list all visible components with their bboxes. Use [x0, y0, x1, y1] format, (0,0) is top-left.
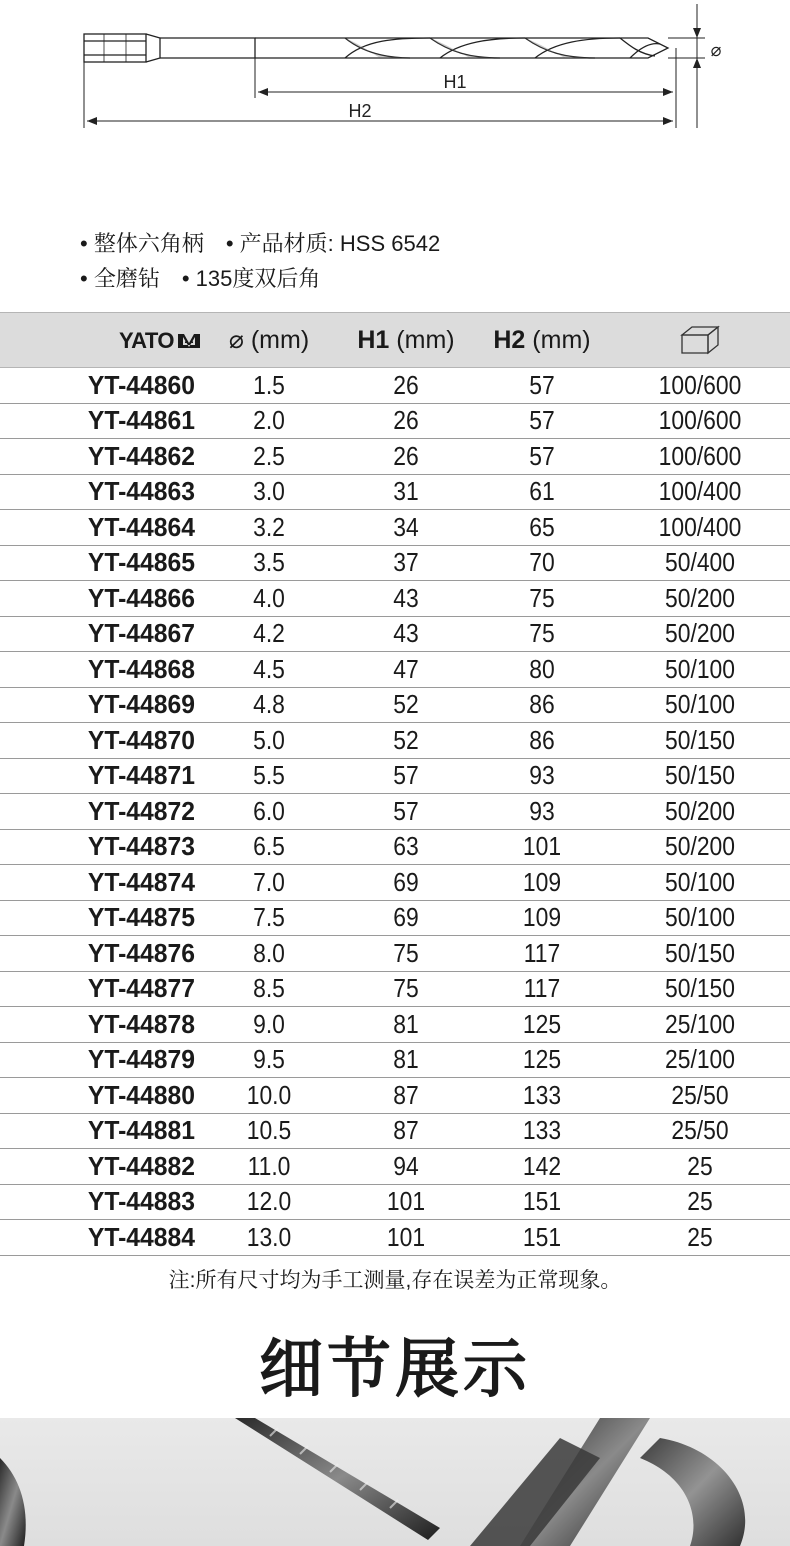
model-cell: YT-44867 [5, 616, 195, 652]
packaging-cell: 50/150 [621, 971, 779, 1007]
header-diameter [200, 313, 338, 368]
diameter-cell: 1.5 [208, 368, 329, 404]
h2-cell: 57 [482, 403, 602, 439]
feature-list [80, 226, 440, 296]
h2-cell: 117 [482, 971, 602, 1007]
hex-shank [84, 34, 146, 62]
table-row [0, 439, 790, 475]
diameter-cell: 9.0 [208, 1007, 329, 1043]
h1-cell: 34 [346, 510, 466, 546]
model-cell: YT-44862 [5, 439, 195, 475]
h2-cell: 57 [482, 439, 602, 475]
drill-bit-diagram [0, 0, 790, 190]
h1-cell: 101 [346, 1220, 466, 1256]
packaging-cell: 100/400 [621, 474, 779, 510]
h1-cell: 47 [346, 652, 466, 688]
diameter-symbol: ⌀ [710, 40, 722, 61]
table-row [0, 971, 790, 1007]
model-cell: YT-44864 [5, 510, 195, 546]
diameter-cell: 7.0 [208, 865, 329, 901]
h1-cell: 26 [346, 368, 466, 404]
diameter-cell: 4.2 [208, 616, 329, 652]
packaging-cell: 50/200 [621, 829, 779, 865]
model-cell: YT-44884 [5, 1220, 195, 1256]
h1-cell: 43 [346, 616, 466, 652]
h2-cell: 75 [482, 616, 602, 652]
h2-cell: 93 [482, 758, 602, 794]
h1-cell: 81 [346, 1007, 466, 1043]
packaging-cell: 100/600 [621, 368, 779, 404]
feature-row [80, 261, 440, 296]
h1-cell: 26 [346, 439, 466, 475]
diameter-cell: 11.0 [208, 1149, 329, 1185]
diameter-icon: ⌀ [228, 325, 244, 354]
table-row [0, 1220, 790, 1256]
table-row [0, 1184, 790, 1220]
packaging-cell: 50/150 [621, 936, 779, 972]
h1-cell: 75 [346, 936, 466, 972]
feature-row [80, 226, 440, 261]
table-row [0, 1113, 790, 1149]
diameter-cell: 10.0 [208, 1078, 329, 1114]
h1-cell: 94 [346, 1149, 466, 1185]
h2-cell: 142 [482, 1149, 602, 1185]
header-h2 [474, 313, 610, 368]
header-unit: (mm) [250, 326, 310, 354]
table-row [0, 829, 790, 865]
table-row [0, 1078, 790, 1114]
model-cell: YT-44876 [5, 936, 195, 972]
model-cell: YT-44872 [5, 794, 195, 830]
header-packaging [610, 313, 790, 368]
table-row [0, 758, 790, 794]
packaging-cell: 100/600 [621, 439, 779, 475]
diameter-cell: 5.0 [208, 723, 329, 759]
diameter-cell: 4.8 [208, 687, 329, 723]
h2-cell: 57 [482, 368, 602, 404]
table-header-row [0, 313, 790, 368]
drill-bits-photo [0, 1418, 790, 1546]
model-cell: YT-44877 [5, 971, 195, 1007]
diameter-cell: 4.5 [208, 652, 329, 688]
h1-label: H1 [443, 72, 467, 92]
h2-cell: 61 [482, 474, 602, 510]
table-row [0, 510, 790, 546]
model-cell: YT-44879 [5, 1042, 195, 1078]
table-row [0, 1042, 790, 1078]
h2-cell: 101 [482, 829, 602, 865]
model-cell: YT-44863 [5, 474, 195, 510]
feature-item: • 整体六角柄 [80, 226, 204, 261]
model-cell: YT-44882 [5, 1149, 195, 1185]
model-cell: YT-44860 [5, 368, 195, 404]
box-icon [680, 325, 720, 355]
packaging-cell: 50/200 [621, 616, 779, 652]
h2-cell: 86 [482, 687, 602, 723]
section-title: 细节展示 [259, 1333, 531, 1405]
table-row [0, 368, 790, 404]
header-label: H2 [493, 325, 526, 354]
table-row [0, 936, 790, 972]
model-cell: YT-44871 [5, 758, 195, 794]
h2-cell: 125 [482, 1007, 602, 1043]
diameter-cell: 10.5 [208, 1113, 329, 1149]
packaging-cell: 50/200 [621, 794, 779, 830]
h1-cell: 87 [346, 1113, 466, 1149]
model-cell: YT-44868 [5, 652, 195, 688]
h2-cell: 117 [482, 936, 602, 972]
table-row [0, 652, 790, 688]
packaging-cell: 25 [621, 1149, 779, 1185]
header-brand [0, 313, 200, 368]
spec-table [0, 312, 790, 1256]
h2-cell: 86 [482, 723, 602, 759]
table-row [0, 616, 790, 652]
packaging-cell: 25/50 [621, 1078, 779, 1114]
diameter-cell: 3.5 [208, 545, 329, 581]
measurement-note: 注:所有尺寸均为手工测量,存在误差为正常现象。 [168, 1269, 622, 1292]
table-row [0, 1007, 790, 1043]
table-row [0, 474, 790, 510]
h1-cell: 31 [346, 474, 466, 510]
h2-cell: 125 [482, 1042, 602, 1078]
h1-cell: 69 [346, 900, 466, 936]
model-cell: YT-44861 [5, 403, 195, 439]
table-row [0, 900, 790, 936]
model-cell: YT-44865 [5, 545, 195, 581]
table-row [0, 865, 790, 901]
h2-cell: 75 [482, 581, 602, 617]
packaging-cell: 25/50 [621, 1113, 779, 1149]
diameter-cell: 12.0 [208, 1184, 329, 1220]
h2-cell: 93 [482, 794, 602, 830]
table-row [0, 794, 790, 830]
model-cell: YT-44873 [5, 829, 195, 865]
diameter-cell: 2.0 [208, 403, 329, 439]
h2-cell: 133 [482, 1113, 602, 1149]
feature-item: • 产品材质: HSS 6542 [226, 226, 440, 261]
h1-cell: 52 [346, 723, 466, 759]
model-cell: YT-44875 [5, 900, 195, 936]
h2-cell: 151 [482, 1220, 602, 1256]
table-row [0, 403, 790, 439]
model-cell: YT-44866 [5, 581, 195, 617]
header-unit: (mm) [396, 325, 455, 354]
model-cell: YT-44878 [5, 1007, 195, 1043]
packaging-cell: 50/150 [621, 723, 779, 759]
diameter-cell: 8.5 [208, 971, 329, 1007]
packaging-cell: 25 [621, 1184, 779, 1220]
feature-item: • 全磨钻 [80, 261, 160, 296]
packaging-cell: 25/100 [621, 1007, 779, 1043]
table-row [0, 1149, 790, 1185]
h2-cell: 133 [482, 1078, 602, 1114]
packaging-cell: 50/150 [621, 758, 779, 794]
diameter-cell: 7.5 [208, 900, 329, 936]
model-cell: YT-44883 [5, 1184, 195, 1220]
packaging-cell: 50/400 [621, 545, 779, 581]
table-row [0, 723, 790, 759]
packaging-cell: 100/400 [621, 510, 779, 546]
h1-cell: 57 [346, 758, 466, 794]
h2-cell: 109 [482, 900, 602, 936]
table-row [0, 545, 790, 581]
h1-cell: 69 [346, 865, 466, 901]
diameter-cell: 13.0 [208, 1220, 329, 1256]
header-unit: (mm) [532, 325, 591, 354]
packaging-cell: 50/200 [621, 581, 779, 617]
h1-cell: 81 [346, 1042, 466, 1078]
h1-cell: 26 [346, 403, 466, 439]
packaging-cell: 25/100 [621, 1042, 779, 1078]
h1-cell: 101 [346, 1184, 466, 1220]
packaging-cell: 50/100 [621, 865, 779, 901]
h1-cell: 63 [346, 829, 466, 865]
table-row [0, 581, 790, 617]
model-cell: YT-44881 [5, 1113, 195, 1149]
yato-mark-icon [178, 333, 200, 349]
yato-logo: YATO [119, 328, 200, 354]
packaging-cell: 50/100 [621, 900, 779, 936]
diameter-cell: 4.0 [208, 581, 329, 617]
packaging-cell: 50/100 [621, 687, 779, 723]
h1-cell: 75 [346, 971, 466, 1007]
h2-cell: 65 [482, 510, 602, 546]
diameter-cell: 3.0 [208, 474, 329, 510]
h1-cell: 57 [346, 794, 466, 830]
h1-cell: 87 [346, 1078, 466, 1114]
packaging-cell: 100/600 [621, 403, 779, 439]
model-cell: YT-44874 [5, 865, 195, 901]
feature-item: • 135度双后角 [182, 261, 321, 296]
h1-cell: 37 [346, 545, 466, 581]
packaging-cell: 25 [621, 1220, 779, 1256]
h2-cell: 151 [482, 1184, 602, 1220]
product-photo [0, 1418, 790, 1546]
h1-cell: 52 [346, 687, 466, 723]
diameter-cell: 3.2 [208, 510, 329, 546]
header-label: H1 [357, 325, 390, 354]
h1-cell: 43 [346, 581, 466, 617]
h2-cell: 70 [482, 545, 602, 581]
diameter-cell: 8.0 [208, 936, 329, 972]
h2-cell: 109 [482, 865, 602, 901]
model-cell: YT-44880 [5, 1078, 195, 1114]
model-cell: YT-44870 [5, 723, 195, 759]
diameter-cell: 2.5 [208, 439, 329, 475]
table-row [0, 687, 790, 723]
h2-label: H2 [348, 101, 372, 121]
packaging-cell: 50/100 [621, 652, 779, 688]
diameter-cell: 5.5 [208, 758, 329, 794]
diameter-cell: 6.0 [208, 794, 329, 830]
h2-cell: 80 [482, 652, 602, 688]
diameter-cell: 9.5 [208, 1042, 329, 1078]
header-h1 [338, 313, 474, 368]
diameter-cell: 6.5 [208, 829, 329, 865]
model-cell: YT-44869 [5, 687, 195, 723]
